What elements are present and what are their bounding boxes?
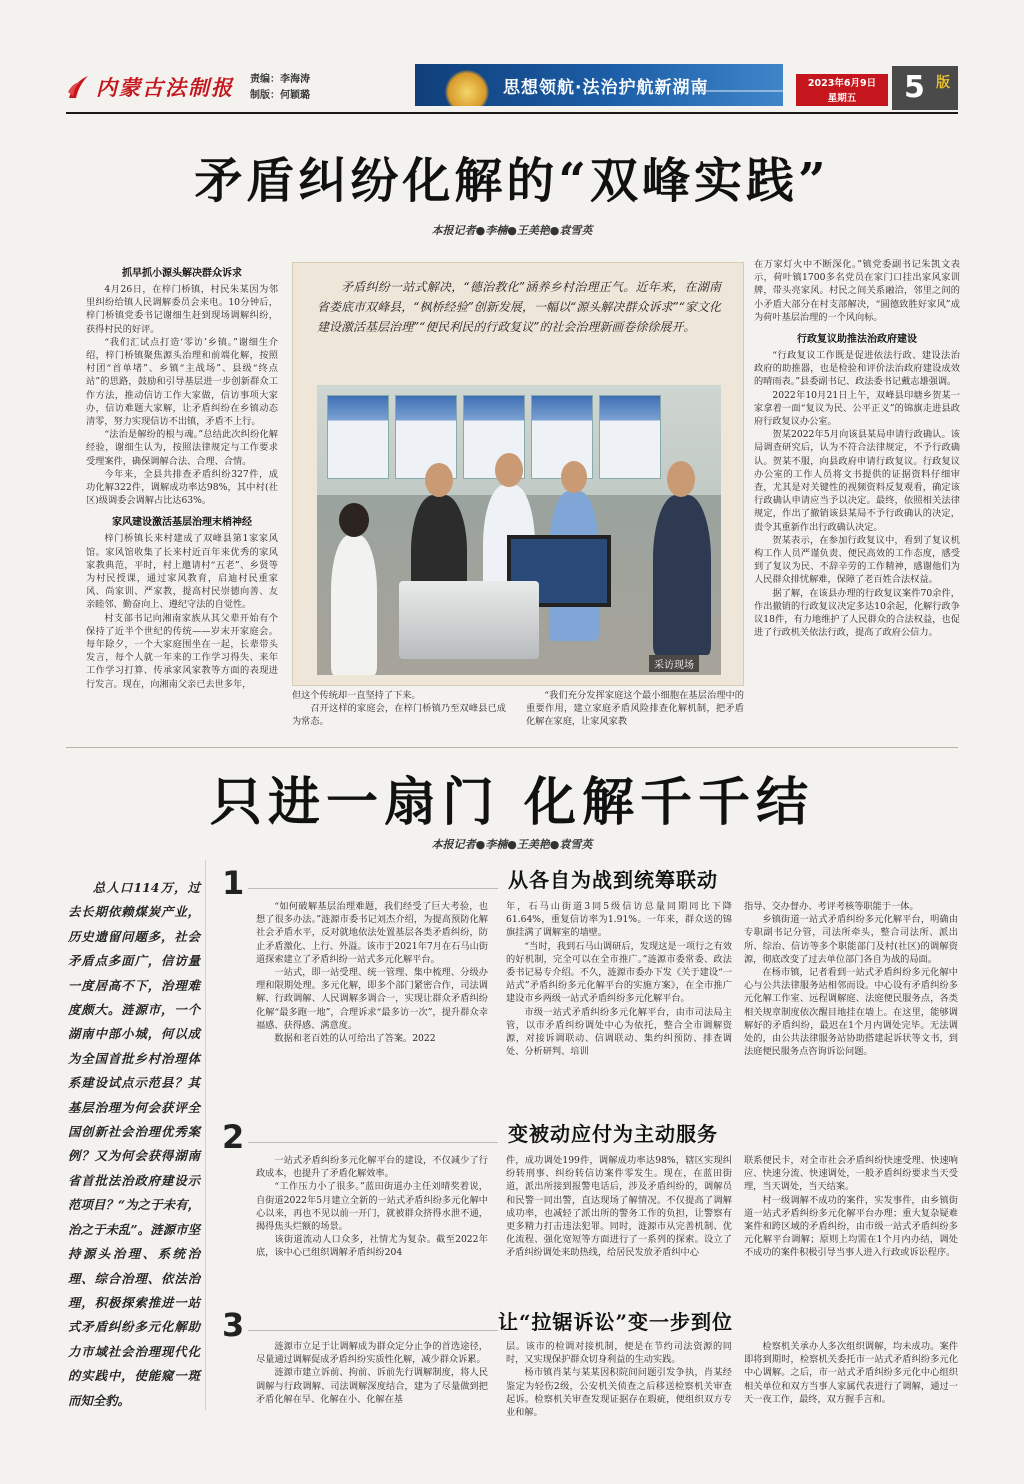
section3-column-3 <box>744 1340 958 1406</box>
paragraph: 在万家灯火中不断深化。”镇党委副书记朱凯文表示，荷叶镇1700多名党员在家门口挂出家风家训牌，带头亮家风。村民之间关系融洽，邻里之间的小矛盾大部分在村支部解决，“圆德致胜好家风”成为荷叶基层治理的一个风向标。 <box>754 259 960 323</box>
paragraph: 梓门桥镇长来村建成了双峰县第1家家风馆。家风馆收集了长来村近百年来优秀的家风家教典范，平时，村上邀请村“五老”、乡贤等为村民授课，通过家风教育，启迪村民重家风、尚家训、严家教，提高村民崇德向善、友亲睦邻、勤奋向上、遵纪守法的自觉性。 <box>86 533 278 611</box>
article1-column-mid2 <box>526 689 744 729</box>
paragraph: 市级一站式矛盾纠纷多元化解平台，由市司法局主管，以市矛盾纠纷调处中心为依托，整合全市调解资源，对接诉调联动、信调联动、集约纠预防、排查调处、分析研判、培训 <box>506 1006 732 1058</box>
newspaper-logo-icon <box>66 74 90 100</box>
paragraph: 检察机关承办人多次组织调解，均未成功。案件即将到期时，检察机关委托市一站式矛盾纠纷多元化中心调解。之后，市一站式矛盾纠纷多元化中心组织相关单位和双方当事人家属代表进行了调解，通过一天一夜工作，最终，双方握手言和。 <box>744 1341 958 1405</box>
section-title: 从各自为战到统筹联动 <box>508 868 718 892</box>
person-head <box>667 461 695 497</box>
page-number-badge <box>892 66 958 110</box>
paragraph: 涟源市建立诉前、拘前、诉前先行调解制度，将人民调解与行政调解、司法调解深度结合，建为了尽量做到把矛盾化解在早、化解在小、化解在基 <box>256 1367 488 1405</box>
paragraph: 4月26日，在梓门桥镇，村民朱某因为邻里纠纷给镇人民调解委员会来电。10分钟后，梓门桥镇党委书记谢细生赶到现场调解纠纷，获得村民的好评。 <box>86 284 278 335</box>
issue-weekday: 星期五 <box>827 93 857 104</box>
section3-column-2 <box>506 1340 732 1419</box>
article1-subheading: 抓早抓小源头解决群众诉求 <box>122 268 242 279</box>
great-wall-icon <box>693 90 783 106</box>
paragraph: 今年来，全县共排查矛盾纠纷327件，成功化解322件，调解成功率达98%，其中村(社区)级调委会调解占比达63%。 <box>86 468 278 507</box>
section-number: 1 <box>222 864 245 902</box>
person-figure <box>653 495 711 655</box>
paragraph: “我们汇试点打造‘零访’乡镇。”谢细生介绍，梓门桥镇聚焦源头治理和前端化解，按照村团“首单堵”、乡镇“主战场”、县级“终点站”的思路，鼓励和引导基层进一步创新群众工作方法，推动信访工作大家做，信访事项大家办，信访难题大家解，让矛盾纠纷在乡镇动态清零，努力实现信访不出镇，矛盾不上行。 <box>86 336 278 428</box>
person-head <box>561 461 587 493</box>
paragraph: “法治是解纷的根与魂。”总结此次纠纷化解经验，谢细生认为，按照法律规定与工作要求受理案件，确保调解合法、合理、合情。 <box>86 429 278 467</box>
paragraph: 据了解，在该县办理的行政复议案件70余件，作出撤销的行政复议决定多达10余起，化解行政争议18件，有力地维护了人民群众的合法权益，也促进了行政机关依法行政，提高了政府公信力。 <box>754 587 960 639</box>
page-number: 5 <box>904 70 925 105</box>
section3-column-1 <box>256 1340 488 1406</box>
person-head <box>339 503 369 537</box>
section-title: 让“拉锯诉讼”变一步到位 <box>498 1310 734 1334</box>
paragraph: “当时，我到石马山调研后，发现这是一项行之有效的好机制，完全可以在全市推广。”涟源市委常委、政法委书记易专介绍。不久，涟源市委办下发《关于建设“一站式”矛盾纠纷多元化解平台的实施方案》，在全市推广建设市乡两级一站式矛盾纠纷多元化解平台。 <box>506 940 732 1005</box>
article2-intro: 总人口114万，过去长期依赖煤炭产业，历史遗留问题多，社会矛盾点多面广，信访量一度居高不下，治理难度颇大。涟源市，一个湖南中部小城，何以成为全国首批乡村治理体系建设试点示范县？其基层治理为何会获评全国创新社会治理优秀案例？又为何会获得湖南省首批法治政府建设示范项目？“为之于未有，治之于未乱”。涟源市坚持源头治理、系统治理、综合治理、依法治理，积极探索推进一站式矛盾纠纷多元化解助力市域社会治理现代化的实践中，使能窥一斑而知全豹。 <box>68 880 200 1408</box>
display-board-icon <box>327 395 389 479</box>
paragraph: 在杨市镇，记者看到一站式矛盾纠纷多元化解中心与公共法律服务站相邻而设。中心设有矛盾纠纷多元化解工作室、远程调解庭、法庭便民服务点，各类相关规章制度依次醒目地挂在墙上。在这里，能够调解好的矛盾纠纷，最迟在1个月内调处完毕。无法调处的，由公共法律服务站协助搭建起诉状等文书，到法庭便民服务点咨询诉讼问题。 <box>744 967 958 1058</box>
section-divider <box>66 747 958 748</box>
paragraph: 该街道流动人口众多，社情尤为复杂。截至2022年底，该中心已组织调解矛盾纠纷204 <box>256 1234 488 1259</box>
photo-caption: 采访现场 <box>649 655 699 672</box>
article2-headline: 只进一扇门 化解千千结 <box>209 773 815 833</box>
paragraph: 2022年10月21日上午，双峰县印塘乡贺某一家拿着一面“复议为民、公平正义”的锦旗走进县政府行政复议办公室。 <box>754 389 960 428</box>
paragraph: 村一级调解不成功的案件，实发事件，由乡镇街道一站式矛盾纠纷多元化解平台办理；重大复杂疑难案件和跨区域的矛盾纠纷，由市级一站式矛盾纠纷多元化解平台调解；原则上均需在1个月内办结，调处不成功的案件积极引导当事人进入行政或诉讼程序。 <box>744 1194 958 1259</box>
paragraph: 件，成功调处199件，调解成功率达98%，辖区实现纠纷转刑事、纠纷转信访案件零发生。现在，在蓝田街道，派出所接到报警电话后，涉及矛盾纠纷的，调解员和民警一同出警，直达现场了解情况。不仅提高了调解成功率，也减轻了派出所的警务工作的负担，让警察有更多精力打击违法犯罪。同时，涟源市从完善机制、优化流程、强化宽短等方面进行了一系列的探索。设立了矛盾纠纷调处来助热线，给居民发放矛盾纠中心 <box>506 1155 732 1259</box>
column-banner <box>415 64 783 106</box>
article1-photo <box>317 385 721 675</box>
paragraph: 联系便民卡，对全市社会矛盾纠纷快速受理、快速响应、快速分流、快速调处，一般矛盾纠纷要求当天受理，当天调处，当天结案。 <box>744 1155 958 1193</box>
printer-icon <box>399 581 539 659</box>
person-figure <box>331 535 377 675</box>
paragraph: 乡镇街道一站式矛盾纠纷多元化解平台，明确由专职副书记分管，司法所牵头，整合司法所、派出所、综治、信访等多个职能部门及村(社区)的调解资源，彻底改变了过去单位部门各自为战的局面。 <box>744 914 958 965</box>
paragraph: “我们充分发挥家庭这个最小细胞在基层治理中的重要作用，建立家庭矛盾风险排查化解机制，把矛盾化解在家庭，让家风家教 <box>526 690 744 728</box>
section1-column-3 <box>744 900 958 1058</box>
section-title: 变被动应付为主动服务 <box>508 1122 718 1146</box>
article2-intro-column <box>66 860 206 1410</box>
editor-credits <box>250 72 310 104</box>
section1-column-2 <box>506 900 732 1058</box>
paragraph: 指导、交办督办、考评考核等职能于一体。 <box>744 901 919 912</box>
section2-column-2 <box>506 1154 732 1260</box>
paragraph: 数据和老百姓的认可给出了答案。2022 <box>274 1033 436 1045</box>
page-label: 版 <box>936 75 950 91</box>
article1-column-left <box>86 258 278 691</box>
paragraph: 贺某2022年5月向该县某局申请行政确认。该局调查研究后，认为不符合法律规定，不予行政确认。贺某不服，向县政府申请行政复议。行政复议办公室的工作人员将文书提供的证据资料仔细审查，尤其是对关键性的视频资料反复观看，确定该行政确认申请应当予以决定。最终，依照相关法律规定，作出了撤销该县某局不予行政确认的决定，责令其重新作出行政确认决定。 <box>754 429 960 533</box>
display-board-icon <box>599 395 661 479</box>
paragraph: 层。该市的检调对接机制，便是在节约司法资源的同时，又实现保护群众切身利益的生动实践。 <box>506 1341 732 1366</box>
section-number: 3 <box>222 1306 245 1344</box>
paragraph: 召开这样的家庭会，在梓门桥镇乃至双峰县已成为常态。 <box>292 703 506 728</box>
section-number: 2 <box>222 1118 245 1156</box>
banner-title: 思想领航·法治护航新湖南 <box>503 78 709 98</box>
article1-subheading: 家风建设激活基层治理末梢神经 <box>112 517 252 529</box>
masthead-logo <box>66 70 236 104</box>
section2-column-3 <box>744 1154 958 1260</box>
paragraph: 一站式矛盾纠纷多元化解平台的建设，不仅减少了行政成本，也提升了矛盾化解效率。 <box>256 1155 488 1180</box>
paragraph: “行政复议工作既是促进依法行政、建设法治政府的助推器，也是检验和评价法治政府建设成效的晴雨表。”县委副书记、政法委书记戴志雄强调。 <box>754 350 960 388</box>
paragraph: 杨市镇肖某与某某因积院间问题引发争执，肖某经鉴定为轻伤2级，公安机关侦查之后移送检察机关审查起诉。检察机关审查发现证据存在瑕疵，便组织双方专业和解。 <box>506 1367 732 1419</box>
paragraph: “如何破解基层治理难题，我们经受了巨大考验，也想了很多办法。”涟源市委书记刘杰介绍，为提高预防化解社会矛盾水平，反对就地依法处置基层各类矛盾纠纷，防止矛盾激化、上行、外溢。该市于2021年7月在石马山街道探索建立了矛盾纠纷一站式多元化解平台。 <box>256 901 488 965</box>
section-rule <box>248 1330 498 1331</box>
producer-name: 制版：何颖璐 <box>250 90 310 101</box>
issue-date-text: 2023年6月9日 <box>807 78 877 89</box>
paragraph: 涟源市立足于让调解成为群众定分止争的首选途径，尽量通过调解促成矛盾纠纷实质性化解，减少群众诉累。 <box>256 1341 488 1366</box>
person-head <box>425 463 453 497</box>
article2-byline: 本报记者●李楠●王美艳●袁雪英 <box>431 838 593 851</box>
paragraph: “工作压力小了很多。”蓝田街道办主任刘晴奖着说，自街道2022年5月建立全新的一站式矛盾纠纷多元化解中心以来，再也不见以前一开门，就被群众挤得水泄不通，揭得焦头烂额的场景。 <box>256 1181 488 1233</box>
editor-name: 责编：李海涛 <box>250 74 310 85</box>
paragraph: 但这个传统却一直坚持了下来。 <box>292 690 421 701</box>
paragraph: 贺某表示，在参加行政复议中，看到了复议机构工作人员严谨负责、便民高效的工作态度，感受到了复议为民、不辞辛劳的工作精神，感谢他们为人民群众排忧解难，保障了老百姓合法权益。 <box>754 534 960 586</box>
paragraph: 村支部书记向湘南家族从其父辈开始有个保持了近半个世纪的传统——岁末开家庭会。每年除夕，一个大家庭围坐在一起，长辈带头发言，每个人就一年来的工作学习得失、来年工作学习打算、传承家风家教等方面的表现进行发言。现在，向湘南父亲已去世多年， <box>86 612 278 690</box>
masthead-name: 内蒙古法制报 <box>96 75 234 100</box>
article1-headline: 矛盾纠纷化解的“双峰实践” <box>194 153 830 209</box>
section1-column-1 <box>256 900 488 1045</box>
sun-emblem-icon <box>445 70 489 106</box>
section2-column-1 <box>256 1154 488 1260</box>
section-rule <box>248 888 498 889</box>
article1-column-mid <box>292 689 506 729</box>
issue-date <box>796 74 888 106</box>
article1-column-right <box>754 258 960 639</box>
paragraph: 一站式，即一站受理、统一管理、集中梳理、分级办理和限期处理。多元化解，即多个部门紧密合作，司法调解、行政调解、人民调解多调合一，实现让群众矛盾纠纷化解“最多跑一地”，合理诉求“最多访一次”，提升群众幸福感、获得感、满意度。 <box>256 967 488 1031</box>
person-head <box>495 453 523 487</box>
article1-subheading: 行政复议助推法治政府建设 <box>797 334 917 346</box>
article1-lead: 矛盾纠纷一站式解决，“德治教化”涵养乡村治理正气。近年来，在湖南省娄底市双峰县，“枫桥经验”创新发展，一幅以“源头解决群众诉求”“家文化建设激活基层治理”“便民利民的行政复议”的社会治理新画卷徐徐展开。 <box>317 280 721 334</box>
header-divider <box>66 112 958 114</box>
article1-byline: 本报记者●李楠●王美艳●袁雪英 <box>431 224 593 237</box>
article1-lead-box <box>292 262 744 686</box>
section-rule <box>248 1142 498 1143</box>
paragraph: 年，石马山街道3同5级信访总量同期同比下降61.64%，重复信访率为1.91%。一年来，群众送的锦旗挂满了调解室的墙壁。 <box>506 901 732 939</box>
